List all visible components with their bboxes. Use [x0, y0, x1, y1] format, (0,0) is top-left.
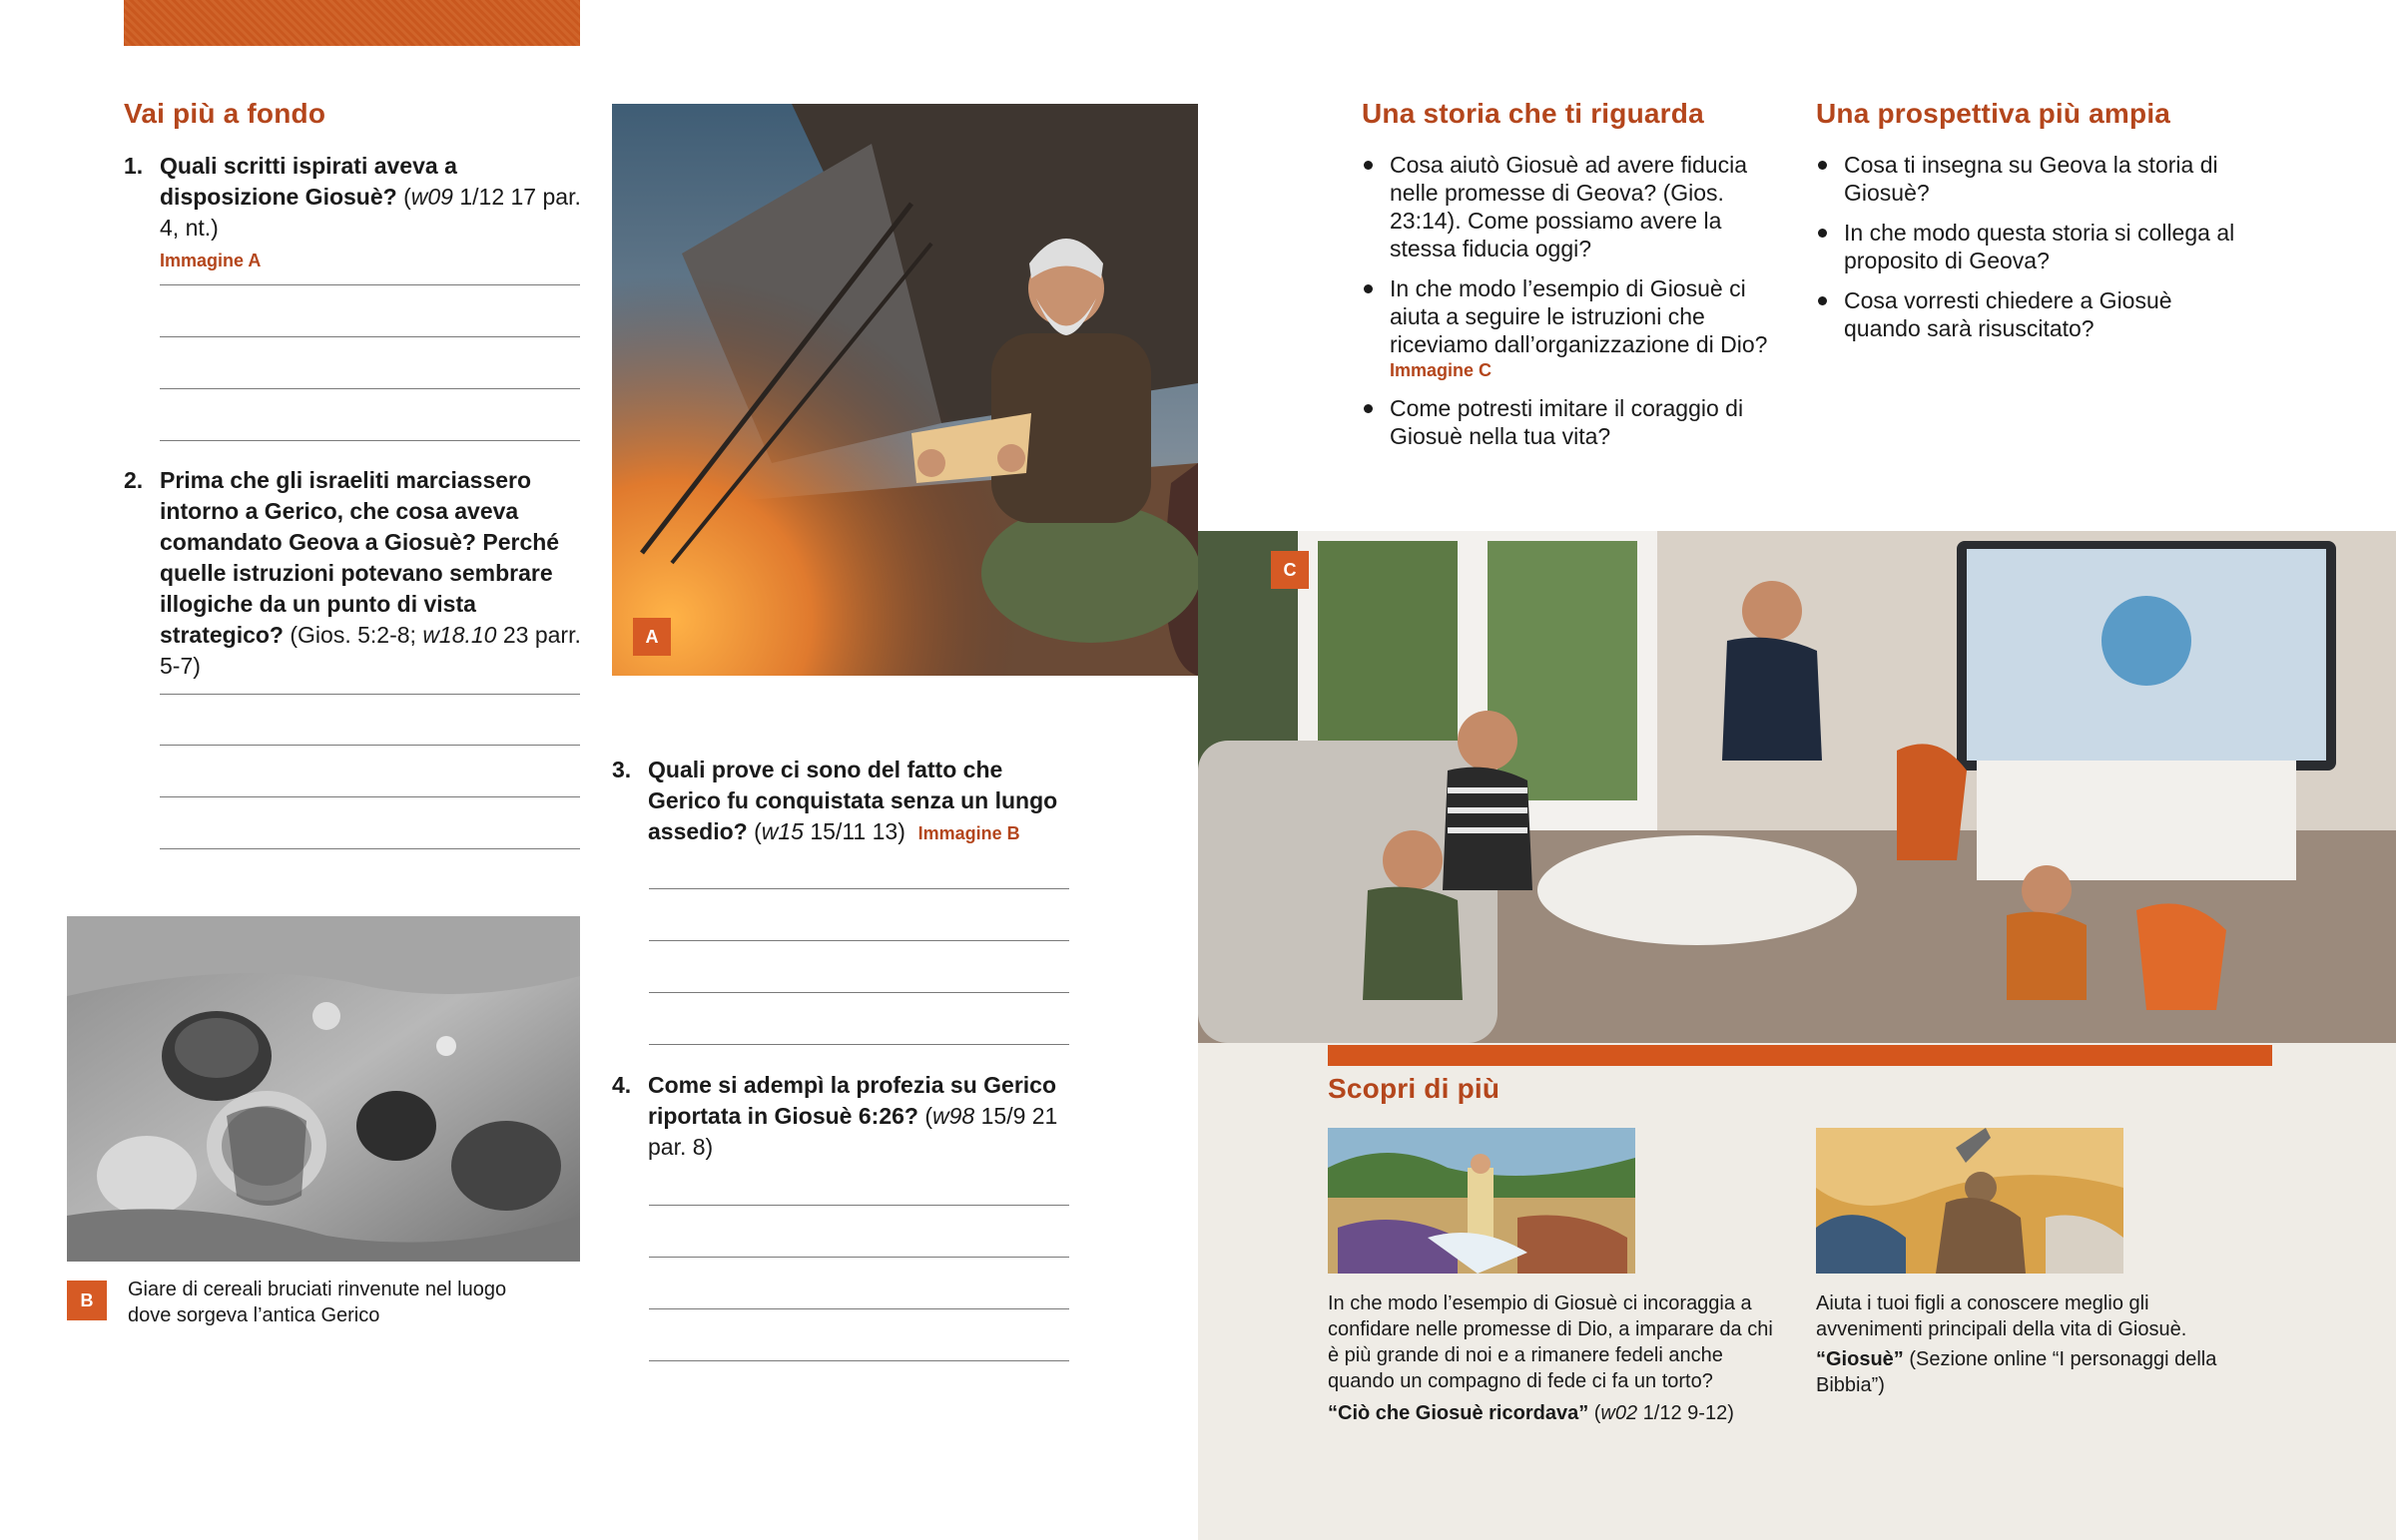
answer-line[interactable] [649, 992, 1069, 993]
ref-publication: w98 [932, 1103, 975, 1129]
list-item-text: Cosa aiutò Giosuè ad avere fiducia nelle promesse di Geova? (Gios. 23:14). Come possiamo avere la stessa fiducia oggi? [1390, 152, 1747, 261]
list-item [1816, 151, 2235, 207]
learn-more-item-1 [1328, 1290, 1775, 1426]
list-item-text: Come potresti imitare il coraggio di Giosuè nella tua vita? [1390, 395, 1744, 449]
question-text: Quali prove ci sono del fatto che Gerico fu conquistata senza un lungo assedio? [648, 757, 1058, 844]
learn-more-link[interactable] [1328, 1400, 1775, 1426]
list-item [1362, 394, 1781, 450]
image-reference-tag: Immagine C [1390, 360, 1493, 380]
section-heading-perspective: Una prospettiva più ampia [1816, 98, 2171, 129]
list-item-text: Cosa vorresti chiedere a Giosuè quando sarà risuscitato? [1844, 287, 2172, 341]
further-reading-band [1328, 1045, 2272, 1066]
perspective-questions-list [1816, 151, 2235, 354]
learn-more-link[interactable] [1816, 1346, 2235, 1398]
section-heading-dig-deeper: Vai più a fondo [124, 98, 326, 129]
ref-publication: w02 [1600, 1402, 1638, 1424]
ref-citation: 15/9 21 par. 8) [648, 1103, 1058, 1160]
ref-paren: ( [1588, 1402, 1601, 1424]
image-a-joshua-reading [612, 104, 1198, 676]
ref-citation: (Gios. 5:2-8; [283, 622, 423, 648]
answer-line[interactable] [649, 1257, 1069, 1258]
learn-more-item-2 [1816, 1290, 2235, 1398]
question-1 [124, 151, 583, 276]
question-3 [612, 755, 1081, 849]
list-item-text: In che modo questa storia si collega al proposito di Geova? [1844, 220, 2235, 273]
image-reference-tag: Immagine B [917, 823, 1020, 843]
ref-paren: ( [747, 818, 762, 844]
learn-more-description: In che modo l’esempio di Giosuè ci incoraggia a confidare nelle promesse di Dio, a imparare da chi è più grande di noi e a rimanere fedeli anche quando un compagno di fede ci fa un torto? [1328, 1292, 1773, 1392]
image-b-burned-grain-jars [67, 916, 580, 1262]
answer-line[interactable] [160, 336, 580, 337]
answer-line[interactable] [160, 694, 580, 695]
decorative-top-band [124, 0, 580, 46]
question-number: 1. [124, 153, 144, 179]
answer-line[interactable] [649, 1205, 1069, 1206]
thumbnail-joshua-battle[interactable] [1816, 1128, 2123, 1274]
list-item [1362, 274, 1781, 382]
learn-more-description: Aiuta i tuoi figli a conoscere meglio gli avvenimenti principali della vita di Giosuè. [1816, 1292, 2187, 1340]
question-text: Come si adempì la profezia su Gerico riportata in Giosuè 6:26? [648, 1072, 1057, 1129]
answer-line[interactable] [160, 848, 580, 849]
list-item-text: Cosa ti insegna su Geova la storia di Giosuè? [1844, 152, 2218, 206]
answer-line[interactable] [649, 1308, 1069, 1309]
question-text: Prima che gli israeliti marciassero intorno a Gerico, che cosa aveva comandato Geova a Giosuè? Perché quelle istruzioni potevano sembrare illogiche da un punto di vista strategico? [160, 467, 560, 648]
ref-paren: ( [396, 184, 411, 210]
section-heading-learn-more: Scopri di più [1328, 1073, 1500, 1104]
article-source: (Sezione online “I personaggi della Bibbia”) [1816, 1348, 2217, 1396]
answer-line[interactable] [649, 940, 1069, 941]
thumbnail-joshua-leading[interactable] [1328, 1128, 1635, 1274]
section-heading-story: Una storia che ti riguarda [1362, 98, 1704, 129]
list-item-text: In che modo l’esempio di Giosuè ci aiuta a seguire le istruzioni che riceviamo dall’organizzazione di Dio? [1390, 275, 1768, 357]
article-title[interactable]: “Giosuè” [1816, 1348, 1904, 1370]
image-c-tag: C [1271, 551, 1309, 589]
list-item [1816, 286, 2235, 342]
image-c-family-living-room [1198, 531, 2396, 1043]
image-b-caption: Giare di cereali bruciati rinvenute nel luogo dove sorgeva l’antica Gerico [128, 1279, 507, 1326]
ref-publication: w18.10 [422, 622, 497, 648]
list-item [1362, 151, 1781, 262]
answer-line[interactable] [160, 284, 580, 285]
answer-line[interactable] [649, 1044, 1069, 1045]
ref-publication: w15 [761, 818, 804, 844]
image-b-tag: B [67, 1281, 107, 1320]
ref-citation: 15/11 13) [803, 818, 905, 844]
ref-paren: ( [917, 1103, 933, 1129]
story-questions-list [1362, 151, 1781, 462]
article-title[interactable]: “Ciò che Giosuè ricordava” [1328, 1402, 1589, 1424]
list-item [1816, 219, 2235, 274]
question-number: 4. [612, 1072, 632, 1098]
answer-line[interactable] [160, 796, 580, 797]
answer-line[interactable] [160, 745, 580, 746]
answer-line[interactable] [649, 1360, 1069, 1361]
ref-publication: w09 [410, 184, 453, 210]
question-number: 2. [124, 467, 144, 493]
answer-line[interactable] [160, 388, 580, 389]
ref-citation: 1/12 9-12) [1637, 1402, 1734, 1424]
ref-citation: 1/12 17 par. 4, nt.) [160, 184, 581, 241]
question-4 [612, 1070, 1061, 1163]
answer-line[interactable] [649, 888, 1069, 889]
answer-line[interactable] [160, 440, 580, 441]
ref-citation: 23 parr. 5-7) [160, 622, 581, 679]
image-a-tag: A [633, 618, 671, 656]
question-2 [124, 465, 593, 682]
question-text: Quali scritti ispirati aveva a disposizione Giosuè? [160, 153, 457, 210]
image-reference-tag: Immagine A [160, 251, 262, 270]
question-number: 3. [612, 757, 632, 782]
